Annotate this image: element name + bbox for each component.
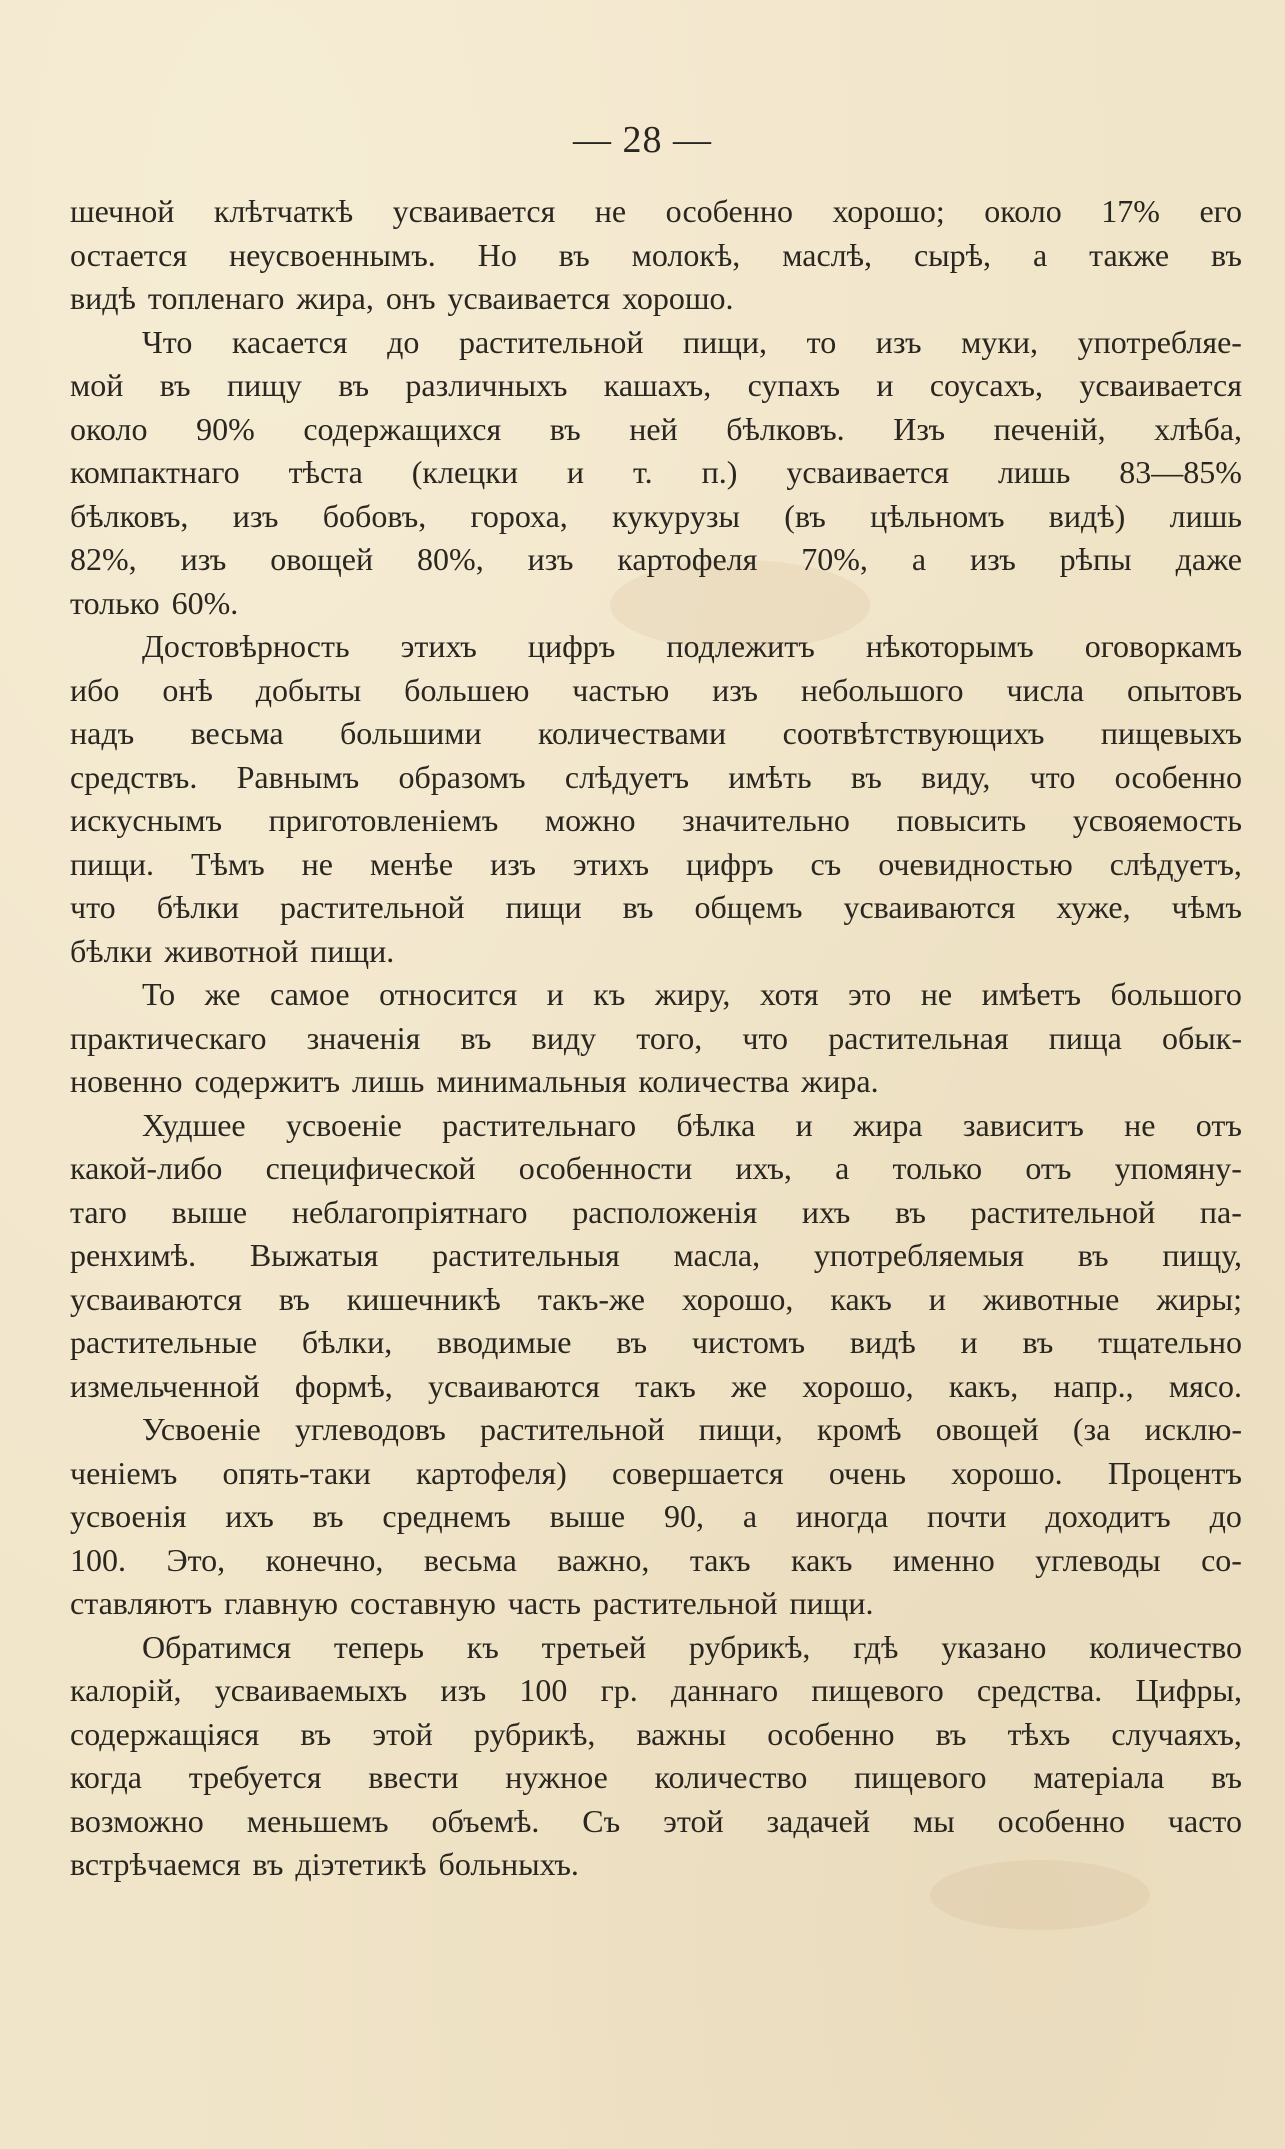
text-line: ренхимѣ. Выжатыя растительныя масла, употребляемыя въ пищу, bbox=[70, 1237, 1242, 1273]
text-line: какой-либо специфической особенности ихъ, а только отъ упомяну- bbox=[70, 1150, 1242, 1186]
body-text bbox=[70, 190, 1242, 1887]
text-line: ченіемъ опять-таки картофеля) совершается очень хорошо. Процентъ bbox=[70, 1454, 1242, 1491]
page-number: — 28 — bbox=[573, 119, 712, 161]
text-line: Худшее усвоеніе растительнаго бѣлка и жира зависитъ не отъ bbox=[142, 1106, 1242, 1143]
text-line: измельченной формѣ, усваиваются такъ же хорошо, какъ, напр., мясо. bbox=[70, 1367, 1242, 1404]
text-line: когда требуется ввести нужное количество пищевого матеріала въ bbox=[70, 1759, 1242, 1795]
text-line: компактнаго тѣста (клецки и т. п.) усваивается лишь 83—85% bbox=[70, 454, 1242, 490]
text-line: усваиваются въ кишечникѣ такъ-же хорошо, какъ и животные жиры; bbox=[70, 1280, 1242, 1317]
text-line: новенно содержитъ лишь минимальныя количества жира. bbox=[70, 1063, 879, 1099]
text-line: практическаго значенія въ виду того, что растительная пища обык- bbox=[70, 1019, 1242, 1056]
text-line: Обратимся теперь къ третьей рубрикѣ, гдѣ указано количество bbox=[142, 1628, 1242, 1665]
text-line: остается неусвоеннымъ. Но въ молокѣ, маслѣ, сырѣ, а также въ bbox=[70, 236, 1242, 273]
text-line: возможно меньшемъ объемѣ. Съ этой задачей мы особенно часто bbox=[70, 1802, 1242, 1839]
text-line: пищи. Тѣмъ не менѣе изъ этихъ цифръ съ очевидностью слѣдуетъ, bbox=[70, 845, 1242, 882]
text-line: калорій, усваиваемыхъ изъ 100 гр. даннаго пищевого средства. Цифры, bbox=[70, 1672, 1242, 1708]
text-line: шечной клѣтчаткѣ усваивается не особенно хорошо; около 17% его bbox=[70, 193, 1242, 229]
text-line: таго выше неблагопріятнаго расположенія ихъ въ растительной па- bbox=[70, 1193, 1242, 1230]
text-line: То же самое относится и къ жиру, хотя это не имѣетъ большого bbox=[142, 976, 1242, 1012]
text-line: растительные бѣлки, вводимые въ чистомъ видѣ и въ тщательно bbox=[70, 1324, 1242, 1360]
text-line: Что касается до растительной пищи, то изъ муки, употребляе- bbox=[142, 323, 1242, 360]
text-line: бѣлки животной пищи. bbox=[70, 932, 395, 969]
text-line: Усвоеніе углеводовъ растительной пищи, кромѣ овощей (за исклю- bbox=[142, 1411, 1242, 1447]
text-line: надъ весьма большими количествами соотвѣтствующихъ пищевыхъ bbox=[70, 715, 1242, 751]
text-line: встрѣчаемся въ діэтетикѣ больныхъ. bbox=[70, 1846, 579, 1882]
text-line: около 90% содержащихся въ ней бѣлковъ. Изъ печеній, хлѣба, bbox=[70, 410, 1242, 447]
text-line: 100. Это, конечно, весьма важно, такъ какъ именно углеводы со- bbox=[70, 1541, 1242, 1578]
text-line: содержащіяся въ этой рубрикѣ, важны особенно въ тѣхъ случаяхъ, bbox=[70, 1715, 1242, 1752]
text-line: мой въ пищу въ различныхъ кашахъ, супахъ и соусахъ, усваивается bbox=[70, 367, 1242, 403]
text-line: что бѣлки растительной пищи въ общемъ усваиваются хуже, чѣмъ bbox=[70, 889, 1242, 925]
text-line: Достовѣрность этихъ цифръ подлежитъ нѣкоторымъ оговоркамъ bbox=[142, 628, 1242, 664]
text-line: 82%, изъ овощей 80%, изъ картофеля 70%, а изъ рѣпы даже bbox=[70, 541, 1242, 577]
text-line: ибо онѣ добыты большею частью изъ небольшого числа опытовъ bbox=[70, 671, 1242, 708]
text-line: видѣ топленаго жира, онъ усваивается хорошо. bbox=[70, 280, 734, 316]
text-line: ставляютъ главную составную часть растительной пищи. bbox=[70, 1585, 874, 1621]
text-line: искуснымъ приготовленіемъ можно значительно повысить усвояемость bbox=[70, 802, 1242, 838]
text-line: усвоенія ихъ въ среднемъ выше 90, а иногда почти доходитъ до bbox=[70, 1498, 1242, 1534]
text-line: средствъ. Равнымъ образомъ слѣдуетъ имѣть въ виду, что особенно bbox=[70, 758, 1242, 795]
text-line: только 60%. bbox=[70, 584, 239, 621]
text-line: бѣлковъ, изъ бобовъ, гороха, кукурузы (въ цѣльномъ видѣ) лишь bbox=[70, 497, 1242, 534]
